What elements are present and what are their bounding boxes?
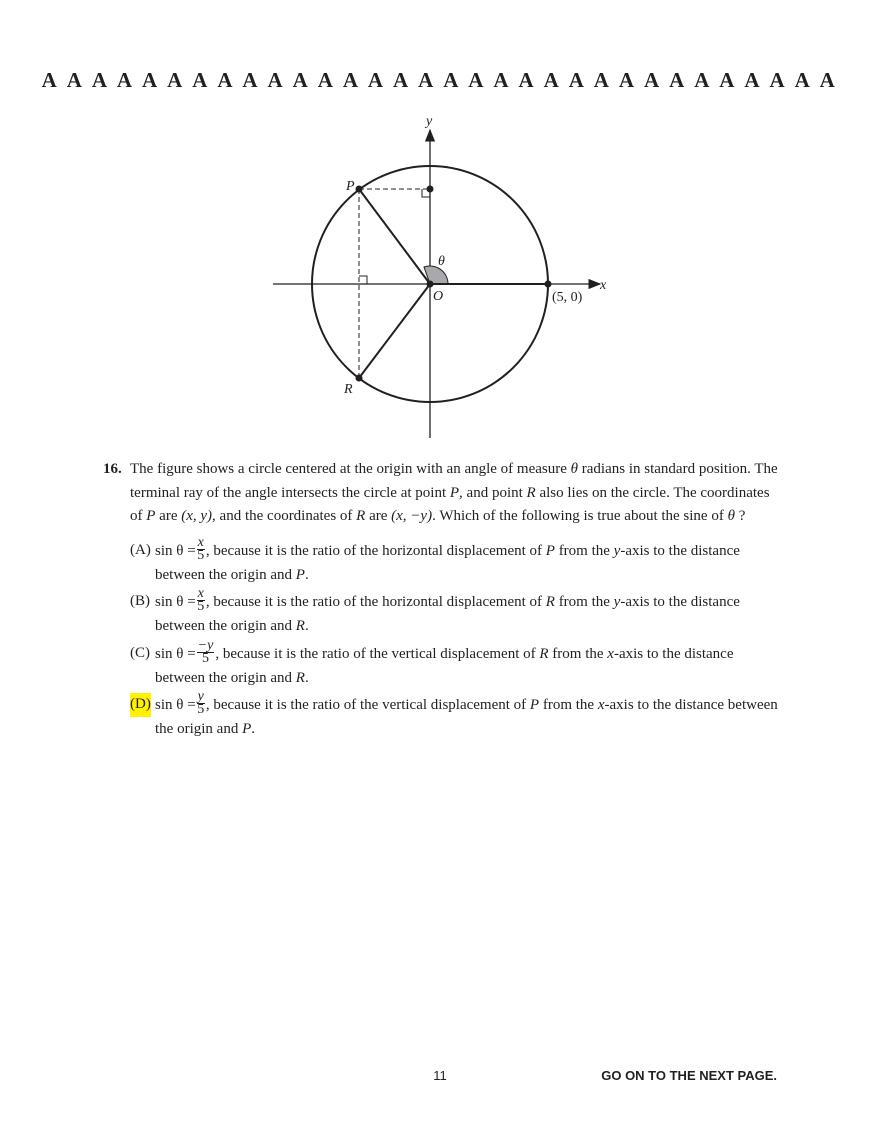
fraction: $\frac{-y}{5}$ — [197, 637, 214, 666]
point-5-0-label: (5, 0) — [552, 290, 583, 305]
radius-or — [359, 284, 430, 378]
choice-a[interactable]: (A) sin θ = $\frac{x}{5}$ , because it is the ratio of the horizontal displacement of P from the y-axis to the distance between the origin and P. — [130, 534, 740, 583]
x-axis-label: x — [600, 278, 607, 293]
fraction: $\frac{x}{5}$ — [197, 586, 205, 614]
choice-c-label[interactable]: (C) — [130, 644, 150, 661]
question-16 — [100, 458, 780, 742]
choice-a-label[interactable]: (A) — [130, 541, 151, 558]
next-page-notice: GO ON TO THE NEXT PAGE. — [601, 1068, 777, 1083]
choice-c[interactable]: (C) sin θ = $\frac{-y}{5}$ , because it is the ratio of the vertical displacement of R from the x-axis to the distance between the origin and R. — [130, 637, 734, 686]
point-p — [356, 186, 363, 193]
choice-d-label[interactable]: (D) — [130, 693, 151, 717]
origin-label: O — [433, 289, 444, 304]
point-r-label: R — [344, 382, 353, 397]
choice-b-label[interactable]: (B) — [130, 593, 150, 609]
fraction: $\frac{y}{5}$ — [197, 689, 205, 717]
fraction: $\frac{x}{5}$ — [197, 534, 205, 563]
point-r — [356, 375, 363, 382]
theta-label: θ — [438, 254, 445, 269]
point-origin — [427, 281, 434, 288]
page-number: 11 — [433, 1068, 447, 1083]
choice-b[interactable]: (B) sin θ = $\frac{x}{5}$ , because it is the ratio of the horizontal displacement of R from the y-axis to the distance between the origin and R. — [130, 586, 740, 634]
y-axis-label: y — [426, 114, 433, 129]
point-p-label: P — [346, 179, 355, 194]
question-number: 16. — [103, 461, 122, 477]
radius-op — [359, 189, 430, 284]
choice-d[interactable]: (D) sin θ = $\frac{y}{5}$ , because it is the ratio of the vertical displacement of P from the x-axis to the distance between the origin and P. — [130, 689, 778, 737]
question-stem: The figure shows a circle centered at the origin with an angle of measure θ radians in standard position. The terminal ray of the angle intersects the circle at point P, and point R also lies on the circle. The coordinates of P are (x, y), and the coordinates of R are (x, −y). Which of the following is true about the sine of θ ? — [130, 461, 778, 524]
unit-circle-figure — [240, 110, 620, 450]
right-angle-mark-mid — [359, 276, 367, 284]
point-y-intercept — [427, 186, 434, 193]
point-5-0 — [545, 281, 552, 288]
section-banner: A A A A A A A A A A A A A A A A A A A A A A A A A A A A A A A A — [41, 68, 839, 92]
